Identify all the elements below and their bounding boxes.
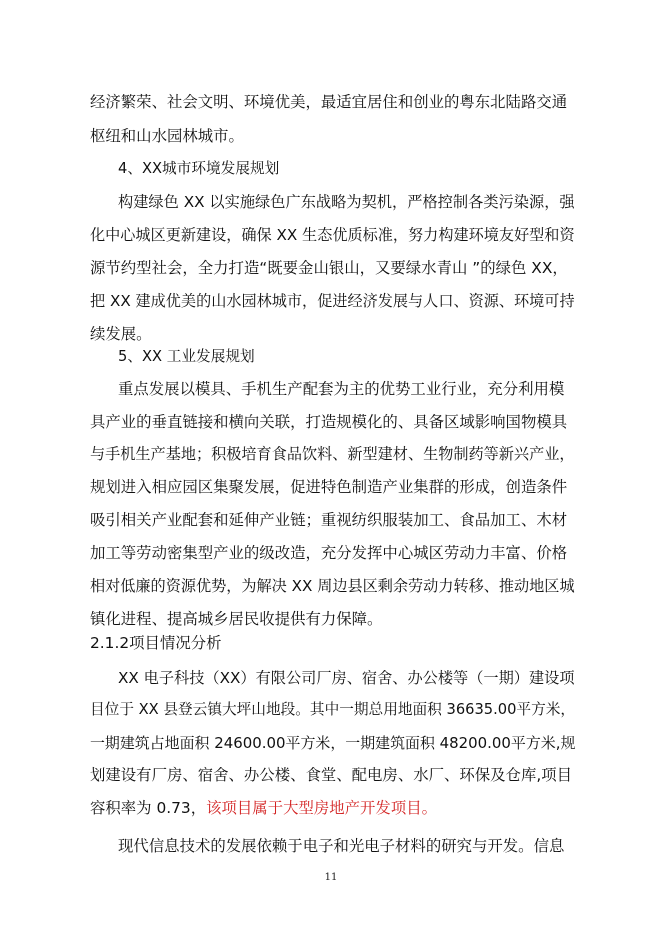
paragraph-line: 经济繁荣、社会文明、环境优美，最适宜居住和创业的粤东北陆路交通 <box>90 93 568 111</box>
paragraph-line: 加工等劳动密集型产业的级改造，充分发挥中心城区劳动力丰富、价格 <box>90 544 568 562</box>
section-heading: 5、XX 工业发展规划 <box>118 348 255 365</box>
section-heading: 4、XX城市环境发展规划 <box>118 160 280 177</box>
paragraph-line: 现代信息技术的发展依赖于电子和光电子材料的研究与开发。信息 <box>118 837 565 855</box>
paragraph-line: 枢纽和山水园林城市。 <box>90 127 244 145</box>
page-number: 11 <box>324 872 338 883</box>
paragraph-line <box>90 798 570 818</box>
paragraph-line: 目位于 XX 县登云镇大坪山地段。其中一期总用地面积 36635.00平方米， <box>90 701 576 718</box>
paragraph-line: 吸引相关产业配套和延伸产业链；重视纺织服装加工、食品加工、木材 <box>90 511 568 529</box>
paragraph-line: 把 XX 建成优美的山水园林城市，促进经济发展与人口、资源、环境可持 <box>90 292 575 310</box>
paragraph-line: 化中心城区更新建设，确保 XX 生态优质标准，努力构建环境友好型和资 <box>90 226 575 244</box>
paragraph-text: 容积率为 0.73， <box>90 799 207 817</box>
paragraph-line: 续发展。 <box>90 325 152 343</box>
paragraph-line: 具产业的垂直链接和横向关联，打造规模化的、具备区域影响国物模具 <box>90 413 568 431</box>
paragraph-line: 规划进入相应园区集聚发展，促进特色制造产业集群的形成，创造条件 <box>90 478 568 496</box>
paragraph-line: XX 电子科技（XX）有限公司厂房、宿舍、办公楼等（一期）建设项 <box>118 669 575 687</box>
paragraph-line: 划建设有厂房、宿舍、办公楼、食堂、配电房、水厂、环保及仓库,项目 <box>90 766 573 784</box>
paragraph-line: 与手机生产基地；积极培育食品饮料、新型建材、生物制药等新兴产业， <box>90 445 575 463</box>
paragraph-line: 镇化进程、提高城乡居民收提供有力保障。 <box>90 610 383 628</box>
paragraph-line: 构建绿色 XX 以实施绿色广东战略为契机，严格控制各类污染源，强 <box>118 193 575 211</box>
highlighted-text: 该项目属于大型房地产开发项目。 <box>206 799 437 817</box>
paragraph-line: 一期建筑占地面积 24600.00平方米，一期建筑面积 48200.00平方米,规 <box>90 734 576 752</box>
paragraph-line: 重点发展以模具、手机生产配套为主的优势工业行业，充分利用模 <box>118 380 565 398</box>
subsection-heading: 2.1.2项目情况分析 <box>90 634 222 652</box>
paragraph-line: 相对低廉的资源优势，为解决 XX 周边县区剩余劳动力转移、推动地区城 <box>90 577 575 595</box>
paragraph-line: 源节约型社会，全力打造“既要金山银山，又要绿水青山 ”的绿色 XX， <box>90 259 568 277</box>
